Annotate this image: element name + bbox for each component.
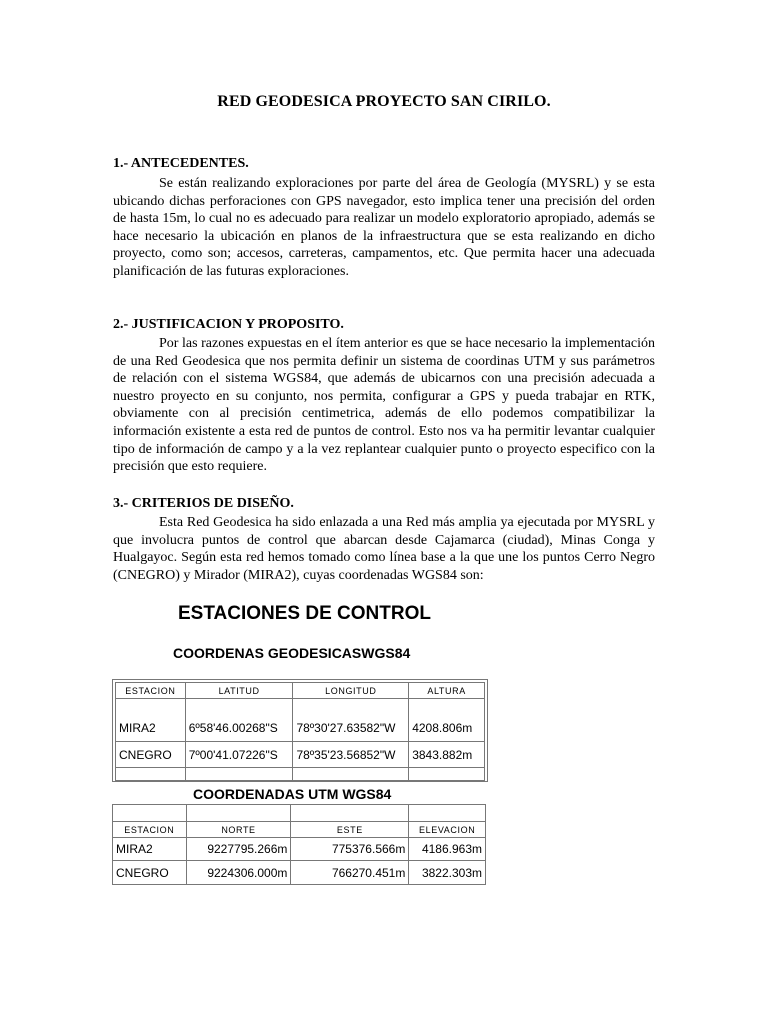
geo-cell-station: MIRA2	[116, 699, 186, 742]
geo-cell-station: CNEGRO	[116, 742, 186, 768]
utm-cell-elevacion: 4186.963m	[409, 838, 486, 861]
table-row	[113, 861, 486, 885]
geo-col-longitud: LONGITUD	[293, 683, 409, 699]
geo-cell-lon: 78º30'27.63582"W	[293, 699, 409, 742]
section-heading-antecedentes: 1.- ANTECEDENTES.	[113, 156, 249, 171]
utm-col-estacion: ESTACION	[113, 822, 187, 838]
utm-table-heading: COORDENADAS UTM WGS84	[193, 786, 392, 802]
geo-cell-lat: 7º00'41.07226"S	[185, 742, 293, 768]
geo-table-header-row	[116, 683, 485, 699]
empty-cell	[409, 805, 486, 822]
utm-table-header-row	[113, 822, 486, 838]
stations-heading: ESTACIONES DE CONTROL	[178, 603, 431, 624]
document-title: RED GEODESICA PROYECTO SAN CIRILO.	[217, 93, 551, 110]
table-row	[116, 699, 485, 742]
section-heading-justificacion: 2.- JUSTIFICACION Y PROPOSITO.	[113, 317, 344, 332]
geo-table-heading: COORDENAS GEODESICASWGS84	[173, 645, 411, 661]
empty-cell	[186, 805, 291, 822]
empty-cell	[185, 768, 293, 781]
geo-col-estacion: ESTACION	[116, 683, 186, 699]
geo-col-latitud: LATITUD	[185, 683, 293, 699]
geo-cell-alt: 3843.882m	[409, 742, 485, 768]
utm-col-norte: NORTE	[186, 822, 291, 838]
geo-cell-alt: 4208.806m	[409, 699, 485, 742]
utm-cell-station: CNEGRO	[113, 861, 187, 885]
empty-cell	[116, 768, 186, 781]
utm-cell-elevacion: 3822.303m	[409, 861, 486, 885]
table-row-empty	[113, 805, 486, 822]
geo-coordinates-table	[115, 682, 485, 781]
utm-cell-norte: 9224306.000m	[186, 861, 291, 885]
utm-col-elevacion: ELEVACION	[409, 822, 486, 838]
utm-cell-este: 775376.566m	[291, 838, 409, 861]
empty-cell	[293, 768, 409, 781]
section-heading-criterios: 3.- CRITERIOS DE DISEÑO.	[113, 496, 294, 511]
section-text-criterios: Esta Red Geodesica ha sido enlazada a una Red más amplia ya ejecutada por MYSRL y que involucra puntos de control que abarcan desde Cajamarca (ciudad), Minas Conga y Hualgayoc. Según esta red hemos tomado como línea base a la que une los puntos Cerro Negro (CNEGRO) y Mirador (MIRA2), cuyas coordenadas WGS84 son:	[113, 515, 655, 583]
geo-cell-lat: 6º58'46.00268"S	[185, 699, 293, 742]
empty-cell	[113, 805, 187, 822]
table-row-empty	[116, 768, 485, 781]
section-text-justificacion: Por las razones expuestas en el ítem anterior es que se hace necesario la implementación de una Red Geodesica que nos permita definir un sistema de coordinas UTM y sus parámetros de relación con el sistema WGS84, que además de ubicarnos con una precisión adecuada a nuestro proyecto en su conjunto, nos permita, configurar a GPS y pueda trabajar en RTK, obviamente con al precisión centimetrica, además de ello podemos compatibilizar la información existente a esta red de puntos de control. Esto nos va ha permitir levantar cualquier tipo de información de campo y a la vez replantear cualquier punto o proyecto especifico con la precisión que esto requiere.	[113, 336, 655, 475]
utm-cell-norte: 9227795.266m	[186, 838, 291, 861]
utm-col-este: ESTE	[291, 822, 409, 838]
table-row	[116, 742, 485, 768]
table-row	[113, 838, 486, 861]
utm-coordinates-table	[112, 804, 486, 885]
utm-cell-station: MIRA2	[113, 838, 187, 861]
empty-cell	[409, 768, 485, 781]
geo-col-altura: ALTURA	[409, 683, 485, 699]
empty-cell	[291, 805, 409, 822]
utm-cell-este: 766270.451m	[291, 861, 409, 885]
geo-cell-lon: 78º35'23.56852"W	[293, 742, 409, 768]
section-text-antecedentes: Se están realizando exploraciones por parte del área de Geología (MYSRL) y se esta ubicando dichas perforaciones con GPS navegador, esto implica tener una precisión del orden de hasta 15m, lo cual no es adecuado para realizar un modelo exploratorio apropiado, además se hace necesario la ubicación en planos de la infraestructura que se esta realizando en dicho proyecto, como son; accesos, carreteras, campamentos, etc. Que permita hacer una adecuada planificación de las futuras exploraciones.	[113, 176, 655, 279]
